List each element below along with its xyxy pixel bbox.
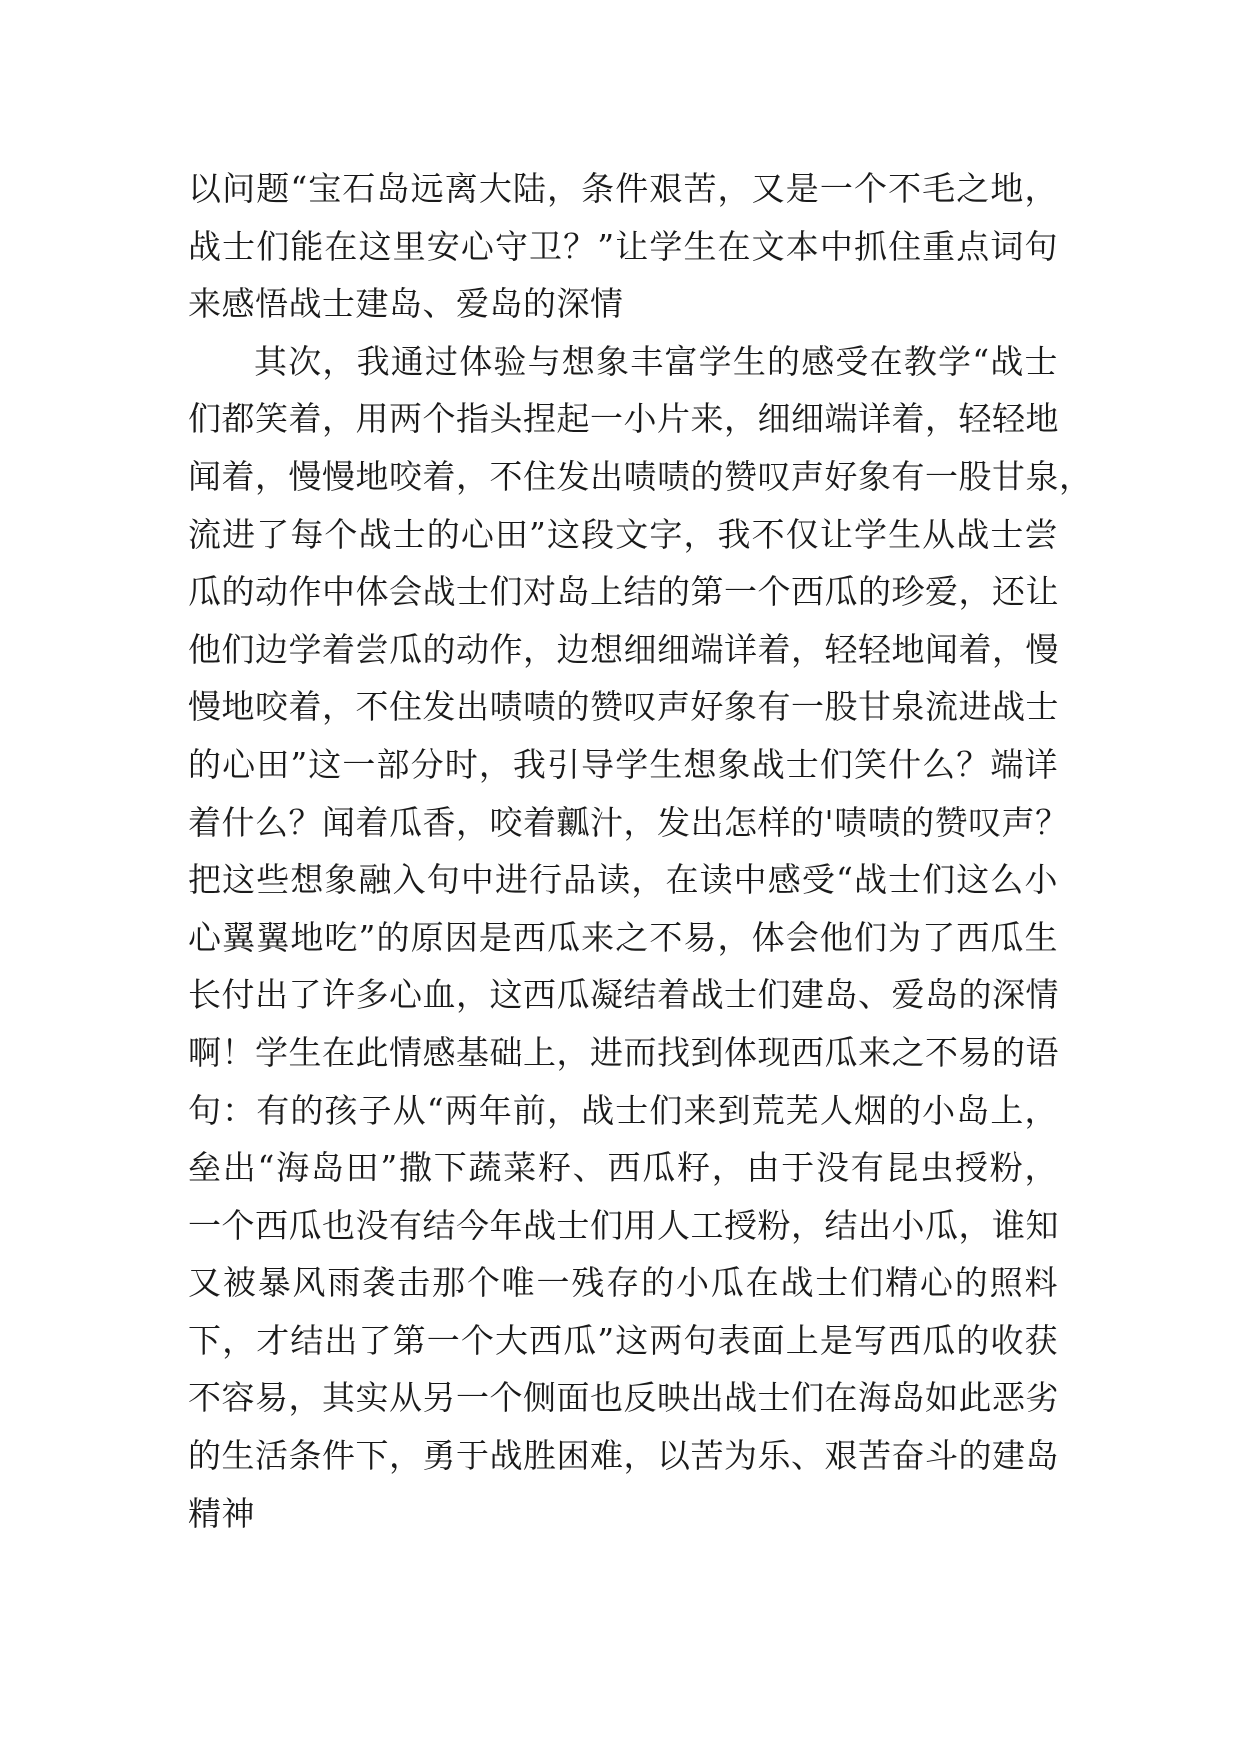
text-line: 垒出“海岛田”撒下蔬菜籽、西瓜籽，由于没有昆虫授粉，: [188, 1148, 1058, 1188]
text-line: 流进了每个战士的心田”这段文字，我不仅让学生从战士尝: [188, 514, 1058, 554]
text-line: 来感悟战士建岛、爱岛的深情: [188, 284, 624, 324]
text-line: 一个西瓜也没有结今年战士们用人工授粉，结出小瓜，谁知: [188, 1205, 1059, 1245]
text-line: 以问题“宝石岛远离大陆，条件艰苦，又是一个不毛之地，: [188, 169, 1058, 208]
text-line: 啊！学生在此情感基础上，进而找到体现西瓜来之不易的语: [188, 1032, 1059, 1072]
text-line: 的生活条件下，勇于战胜困难，以苦为乐、艰苦奋斗的建岛: [188, 1436, 1059, 1476]
text-line: 不容易，其实从另一个侧面也反映出战士们在海岛如此恶劣: [188, 1378, 1059, 1418]
text-line: 把这些想象融入句中进行品读，在读中感受“战士们这么小: [188, 860, 1058, 900]
text-line: 他们边学着尝瓜的动作，边想细细端详着，轻轻地闻着，慢: [188, 629, 1059, 669]
text-line: 下，才结出了第一个大西瓜”这两句表面上是写西瓜的收获: [188, 1320, 1058, 1360]
text-line: 战士们能在这里安心守卫？”让学生在文本中抓住重点词句: [188, 226, 1058, 266]
text-line: 瓜的动作中体会战士们对岛上结的第一个西瓜的珍爱，还让: [188, 572, 1059, 612]
text-line: 闻着，慢慢地咬着，不住发出啧啧的赞叹声好象有一股甘泉，: [188, 456, 1093, 496]
text-line: 又被暴风雨袭击那个唯一残存的小瓜在战士们精心的照料: [188, 1263, 1058, 1303]
text-line: 句：有的孩子从“两年前，战士们来到荒芜人烟的小岛上，: [188, 1090, 1058, 1130]
text-line: 们都笑着，用两个指头捏起一小片来，细细端详着，轻轻地: [188, 399, 1059, 439]
text-line: 精神: [188, 1493, 255, 1533]
text-line: 慢地咬着，不住发出啧啧的赞叹声好象有一股甘泉流进战士: [188, 687, 1059, 727]
text-line: 着什么？闻着瓜香，咬着瓤汁，发出怎样的'啧啧的赞叹声？: [188, 802, 1069, 842]
text-line: 的心田”这一部分时，我引导学生想象战士们笑什么？端详: [188, 744, 1058, 784]
body-text: [188, 160, 1093, 1542]
text-line: 心翼翼地吃”的原因是西瓜来之不易，体会他们为了西瓜生: [188, 917, 1058, 957]
paragraph-first-line: 其次，我通过体验与想象丰富学生的感受在教学“战士: [254, 341, 1058, 381]
text-line: 长付出了许多心血，这西瓜凝结着战士们建岛、爱岛的深情: [188, 975, 1059, 1015]
